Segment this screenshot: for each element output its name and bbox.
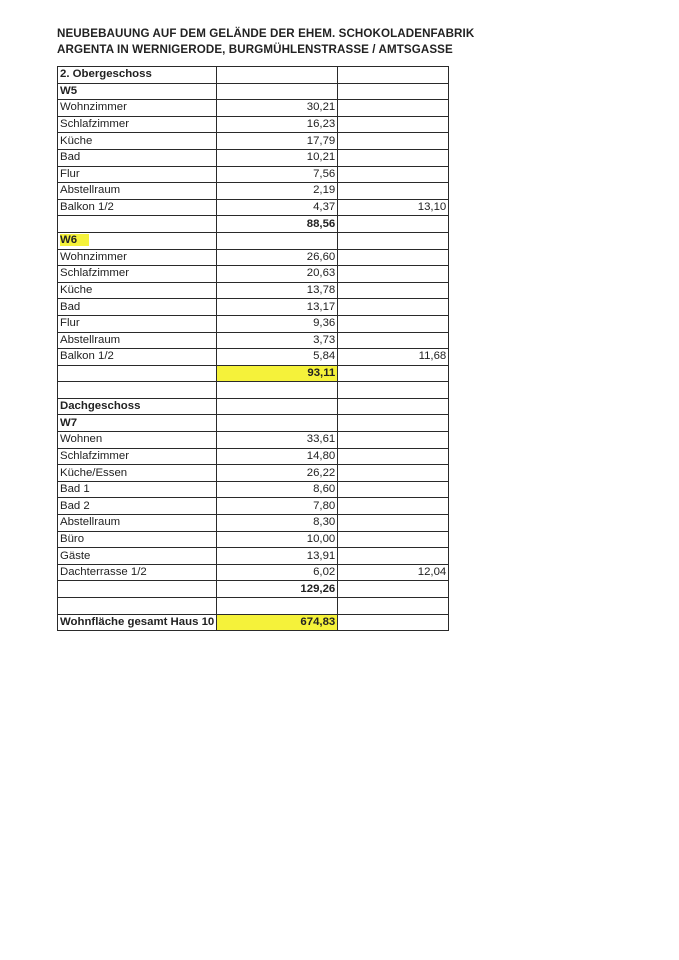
room-row (58, 349, 449, 366)
room-extra (338, 299, 449, 316)
room-name: Dachterrasse 1/2 (58, 564, 217, 581)
room-area: 5,84 (217, 349, 338, 366)
room-name: Schlafzimmer (58, 448, 217, 465)
room-row (58, 515, 449, 532)
room-row (58, 548, 449, 565)
unit-row-w5 (58, 83, 449, 100)
unit-total: 93,11 (217, 365, 338, 382)
room-extra (338, 266, 449, 283)
title-line-1: NEUBEBAUUNG AUF DEM GELÄNDE DER EHEM. SCHOKOLADENFABRIK (57, 27, 475, 40)
room-name: Balkon 1/2 (58, 349, 217, 366)
grand-total-value: 674,83 (217, 614, 338, 631)
room-name: Gäste (58, 548, 217, 565)
room-extra (338, 432, 449, 449)
room-area: 20,63 (217, 266, 338, 283)
title-line-2: ARGENTA IN WERNIGERODE, BURGMÜHLENSTRASSE / AMTSGASSE (57, 43, 453, 56)
unit-label (58, 232, 217, 249)
room-area: 13,91 (217, 548, 338, 565)
room-name: Küche (58, 133, 217, 150)
unit-total: 129,26 (217, 581, 338, 598)
room-row (58, 183, 449, 200)
area-table-body (58, 67, 449, 631)
unit-label-highlight: W6 (60, 234, 89, 246)
section-row-dg (58, 398, 449, 415)
room-area: 6,02 (217, 564, 338, 581)
room-name: Balkon 1/2 (58, 199, 217, 216)
room-name: Flur (58, 315, 217, 332)
room-name: Abstellraum (58, 332, 217, 349)
section-row-og2 (58, 67, 449, 84)
room-row (58, 282, 449, 299)
room-row (58, 249, 449, 266)
room-row (58, 448, 449, 465)
room-extra (338, 481, 449, 498)
spacer-row (58, 382, 449, 399)
total-row-w7 (58, 581, 449, 598)
room-extra: 11,68 (338, 349, 449, 366)
room-extra (338, 332, 449, 349)
room-area: 26,22 (217, 465, 338, 482)
room-area: 7,56 (217, 166, 338, 183)
document-title (57, 26, 474, 58)
room-extra (338, 548, 449, 565)
room-name: Bad 2 (58, 498, 217, 515)
room-row (58, 133, 449, 150)
room-extra (338, 448, 449, 465)
grand-total-row (58, 614, 449, 631)
room-extra (338, 282, 449, 299)
room-extra (338, 183, 449, 200)
room-extra (338, 100, 449, 117)
room-extra (338, 149, 449, 166)
room-extra (338, 498, 449, 515)
room-row (58, 531, 449, 548)
room-name: Küche (58, 282, 217, 299)
room-name: Bad (58, 149, 217, 166)
room-name: Abstellraum (58, 183, 217, 200)
room-area: 16,23 (217, 116, 338, 133)
room-name: Büro (58, 531, 217, 548)
room-row (58, 149, 449, 166)
room-extra (338, 315, 449, 332)
room-name: Schlafzimmer (58, 266, 217, 283)
total-row-w5 (58, 216, 449, 233)
room-area: 2,19 (217, 183, 338, 200)
room-area: 8,60 (217, 481, 338, 498)
room-row (58, 432, 449, 449)
room-row (58, 465, 449, 482)
room-area: 26,60 (217, 249, 338, 266)
room-name: Abstellraum (58, 515, 217, 532)
room-extra (338, 116, 449, 133)
room-name: Flur (58, 166, 217, 183)
room-row (58, 481, 449, 498)
room-row (58, 266, 449, 283)
room-area: 30,21 (217, 100, 338, 117)
room-extra (338, 166, 449, 183)
room-row (58, 166, 449, 183)
room-area: 13,17 (217, 299, 338, 316)
section-label: Dachgeschoss (58, 398, 217, 415)
room-extra (338, 465, 449, 482)
room-name: Bad (58, 299, 217, 316)
room-extra (338, 133, 449, 150)
area-table (57, 66, 449, 631)
room-extra (338, 531, 449, 548)
unit-row-w6 (58, 232, 449, 249)
room-area: 10,00 (217, 531, 338, 548)
room-area: 13,78 (217, 282, 338, 299)
room-name: Küche/Essen (58, 465, 217, 482)
room-area: 3,73 (217, 332, 338, 349)
unit-label: W7 (58, 415, 217, 432)
room-area: 14,80 (217, 448, 338, 465)
room-row (58, 299, 449, 316)
unit-row-w7 (58, 415, 449, 432)
room-extra: 12,04 (338, 564, 449, 581)
room-area: 33,61 (217, 432, 338, 449)
room-area: 8,30 (217, 515, 338, 532)
section-label: 2. Obergeschoss (58, 67, 217, 84)
room-extra (338, 515, 449, 532)
room-row (58, 100, 449, 117)
room-extra: 13,10 (338, 199, 449, 216)
room-row (58, 332, 449, 349)
room-row (58, 116, 449, 133)
room-extra (338, 249, 449, 266)
room-area: 9,36 (217, 315, 338, 332)
room-area: 4,37 (217, 199, 338, 216)
room-name: Bad 1 (58, 481, 217, 498)
room-area: 7,80 (217, 498, 338, 515)
grand-total-label: Wohnfläche gesamt Haus 10 (58, 614, 217, 631)
room-row (58, 315, 449, 332)
total-row-w6 (58, 365, 449, 382)
unit-total: 88,56 (217, 216, 338, 233)
room-name: Wohnen (58, 432, 217, 449)
room-row (58, 199, 449, 216)
room-name: Schlafzimmer (58, 116, 217, 133)
room-area: 17,79 (217, 133, 338, 150)
spacer-row (58, 598, 449, 615)
room-row (58, 498, 449, 515)
unit-label: W5 (58, 83, 217, 100)
room-area: 10,21 (217, 149, 338, 166)
room-row (58, 564, 449, 581)
room-name: Wohnzimmer (58, 100, 217, 117)
room-name: Wohnzimmer (58, 249, 217, 266)
